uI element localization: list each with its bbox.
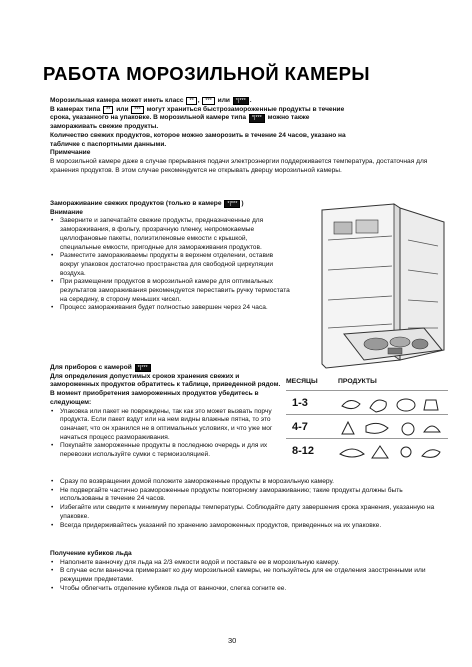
list-item: • Разместите замораживаемы продукты в верхнем отделении, оставив вокруг упаковок достаточно пространства для свободной циркуляции воздуха.: [50, 252, 290, 278]
intro-line-4: замораживать свежие продукты.: [50, 123, 159, 131]
list-item: • Избегайте или сведите к минимуму перепады температуры. Соблюдайте дату завершения срока хранения, указанную на упаковке.: [50, 504, 445, 521]
intro-text: могут храниться быстрозамороженные продукты в течение: [146, 105, 345, 113]
open-freezer-drawing: [304, 200, 454, 370]
list-item: • Упаковка или пакет не повреждены, так как это может вызвать порчу продукта. Если пакет вздут или на нем видны влажные пятна, то это означает, что он хранился не в оптимальных условиях, и что уже мог начаться процесс размораживания.: [50, 408, 288, 443]
list-item: • Процесс замораживания будет полностью завершен через 24 часа.: [50, 304, 290, 313]
note-heading: Примечание: [50, 149, 91, 157]
freezer-illustration: [304, 200, 454, 370]
months-value: 4-7: [292, 421, 308, 433]
attention-heading: Внимание: [50, 208, 83, 216]
intro-or: или: [217, 97, 230, 104]
meat-icon: [370, 400, 386, 412]
food-icons-row-1: [336, 394, 446, 414]
class-4-star-badge: *|***: [249, 114, 265, 122]
vegetable-icon: [424, 426, 440, 432]
months-value: 1-3: [292, 397, 308, 409]
list-item: • Наполните ванночку для льда на 2/3 емкости водой и поставьте ее в морозильную камеру.: [50, 559, 445, 568]
list-item: • Всегда придерживайтесь указаний по хранению замороженных продуктов, приведенных на их упаковке.: [50, 522, 445, 531]
intro-text: можно также: [267, 114, 310, 122]
freezing-list: [50, 217, 290, 313]
products-column-header: ПРОДУКТЫ: [338, 378, 377, 385]
intro-block: [50, 97, 445, 175]
list-item: • При размещении продуктов в морозильной камере для оптимальных результатов замораживания рекомендуется переставить ручку термостата на середину, в сторону меньших чисел.: [50, 278, 290, 304]
intro-text: Морозильная камера может иметь класс: [50, 97, 184, 104]
devices-line-2: В момент приобретения замороженных продуктов убедитесь в следующем:: [50, 390, 259, 406]
devices-list-a: [50, 408, 288, 460]
fish-icon: [366, 423, 388, 433]
ice-heading: Получение кубиков льда: [50, 550, 132, 557]
list-item: • Сразу по возвращении домой положите замороженные продукты в морозильную камеру.: [50, 478, 445, 487]
cake-icon: [424, 400, 438, 410]
food-icons-row-3: [336, 442, 446, 462]
class-4-star-badge: *|***: [224, 200, 240, 208]
fish-icon: [342, 400, 360, 408]
devices-heading: [50, 364, 288, 373]
devices-list-b: [50, 478, 445, 530]
fruit-icon: [401, 447, 411, 457]
months-value: 8-12: [292, 445, 315, 457]
months-column-header: МЕСЯЦЫ: [286, 378, 318, 385]
food-icons-row-2: [336, 418, 446, 438]
devices-line-1: Для определения допустимых сроков хранения свежих и замороженных продуктов обратитесь к таблице, приведенной рядом.: [50, 372, 281, 389]
class-4-star-badge: *|***: [135, 364, 151, 372]
table-row: [286, 414, 448, 439]
intro-text: срока, указанного на упаковке. В морозильной камере типа: [50, 114, 246, 122]
freezing-section: [50, 200, 290, 313]
poultry-icon: [342, 422, 354, 434]
freezing-heading-text: Замораживание свежих продуктов (только в камере: [50, 200, 222, 207]
note-text: В морозильной камере даже в случае прерывания подачи электроэнергии поддерживается температура, достаточная для хранения продуктов. В этом случае рекомендуется не открывать дверцу морозильной камеры.: [50, 157, 428, 174]
intro-line-5: Количество свежих продуктов, которое можно заморозить в течение 24 часов, указано на: [50, 131, 346, 139]
list-item: • Чтобы облегчить отделение кубиков льда от ванночки, слегка согните ее.: [50, 585, 445, 594]
freezing-heading: [50, 200, 290, 209]
fruit-icon: [402, 423, 414, 435]
intro-line-6: табличке с паспортными данными.: [50, 140, 167, 148]
freezing-heading-end: ): [241, 200, 244, 207]
intro-or: или: [116, 105, 129, 113]
intro-line-1: Морозильная камера может иметь класс ** , *** или *|*** .: [50, 97, 252, 104]
page-number: 30: [228, 636, 237, 645]
ice-section: [50, 550, 445, 594]
ice-list: [50, 559, 445, 594]
devices-section: [50, 364, 288, 460]
page-title: РАБОТА МОРОЗИЛЬНОЙ КАМЕРЫ: [43, 63, 370, 84]
table-row: [286, 390, 448, 415]
list-item: • В случае если ванночка примерзает ко дну морозильной камеры, не пользуйтесь для ее отделения заостренными или режущими предметами.: [50, 567, 445, 584]
poultry-icon: [372, 446, 388, 458]
storage-table: [286, 378, 448, 473]
class-2-star-badge: **: [186, 97, 196, 105]
devices-section-wide: [50, 478, 445, 530]
vegetable-icon: [422, 450, 440, 458]
class-3-star-badge: ***: [131, 106, 143, 114]
intro-text: В камерах типа: [50, 105, 101, 113]
class-2-star-badge: **: [103, 106, 113, 114]
list-item: • Покупайте замороженные продукты в последнюю очередь и для их перевозки используйте сумки с термоизоляцией.: [50, 442, 288, 459]
intro-line-3: [50, 114, 445, 123]
class-4-star-badge: *|***: [233, 97, 249, 105]
class-3-star-badge: ***: [202, 97, 214, 105]
list-item: • Заверните и запечатайте свежие продукты, предназначенные для замораживания, в фольгу, прозрачную пленку, непромокаемые целлофановые пакеты, полиэтиленовые емкости с крышкой, специальные емкости, пригодные для замораживания продуктов.: [50, 217, 290, 252]
bread-icon: [397, 399, 415, 411]
devices-heading-text: Для приборов с камерой: [50, 364, 132, 371]
meat-icon: [340, 449, 364, 457]
list-item: • Не подвергайте частично размороженные продукты повторному замораживанию; такие продукты должны быть использованы в течение 24 часов.: [50, 487, 445, 504]
table-row: [286, 438, 448, 463]
